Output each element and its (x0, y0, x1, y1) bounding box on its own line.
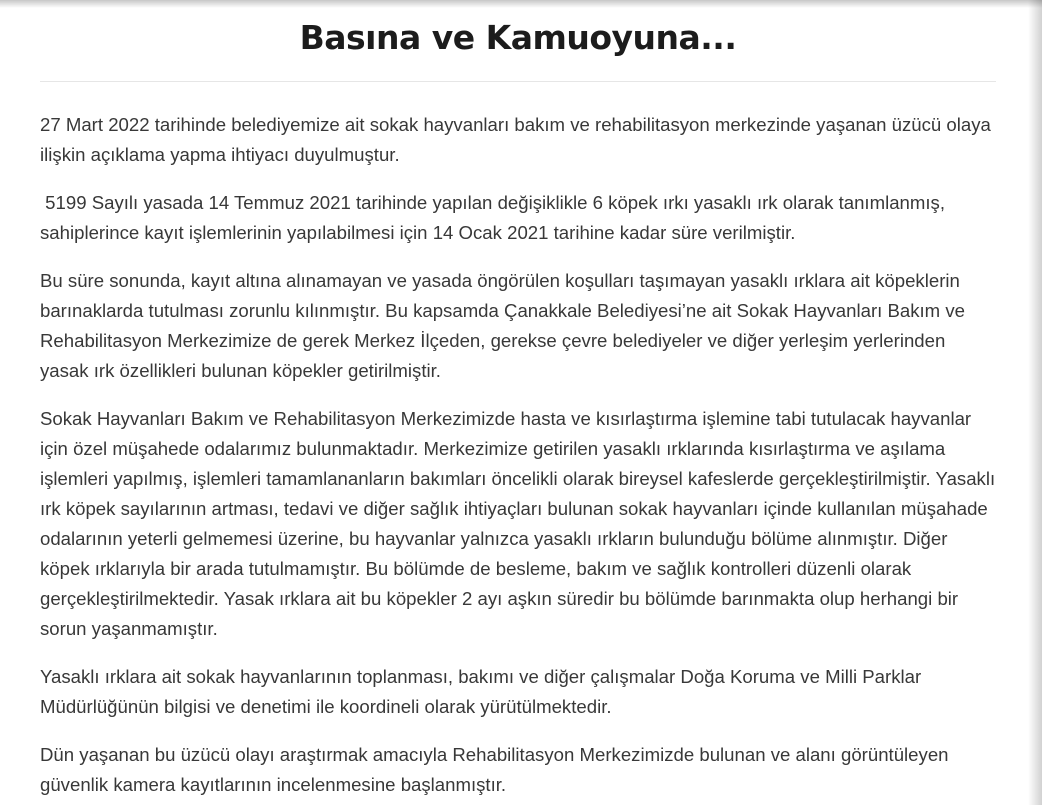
right-edge-shadow (1028, 0, 1042, 805)
paragraph-2: 5199 Sayılı yasada 14 Temmuz 2021 tarihinde yapılan değişiklikle 6 köpek ırkı yasaklı ırk olarak tanımlanmış, sahiplerince kayıt işlemlerinin yapılabilmesi için 14 Ocak 2021 tarihine kadar süre verilmiştir. (40, 192, 951, 243)
paragraph-4: Sokak Hayvanları Bakım ve Rehabilitasyon Merkezimizde hasta ve kısırlaştırma işlemine tabi tutulacak hayvanlar için özel müşahede odalarımız bulunmaktadır. Merkezimize getirilen yasaklı ırklarında kısırlaştırma ve aşılama işlemleri yapılmış, işlemleri tamamlananların bakımları öncelikli olarak bireysel kafeslerde gerçekleştirilmiştir. Yasaklı ırk köpek sayılarının artması, tedavi ve diğer sağlık ihtiyaçları bulunan sokak hayvanları içinde kullanılan müşahade odalarının yeterli gelmemesi üzerine, bu hayvanlar yalnızca yasaklı ırkların bulunduğu bölüme alınmıştır. Diğer köpek ırklarıyla bir arada tutulmamıştır. Bu bölümde de besleme, bakım ve sağlık kontrolleri düzenli olarak gerçekleştirilmektedir. Yasak ırklara ait bu köpekler 2 ayı aşkın süredir bu bölümde barınmakta olup herhangi bir sorun yaşanmamıştır. (40, 408, 996, 639)
paragraph-6: Dün yaşanan bu üzücü olayı araştırmak amacıyla Rehabilitasyon Merkezimizde bulunan ve alanı görüntüleyen güvenlik kamera kayıtlarının incelenmesine başlanmıştır. (40, 744, 949, 795)
title-divider (40, 81, 996, 82)
paragraph-1: 27 Mart 2022 tarihinde belediyemize ait sokak hayvanları bakım ve rehabilitasyon merkezinde yaşanan üzücü olaya ilişkin açıklama yapma ihtiyacı duyulmuştur. (40, 114, 997, 165)
press-release-article (40, 0, 996, 805)
paragraph-5: Yasaklı ırklara ait sokak hayvanlarının toplanması, bakımı ve diğer çalışmalar Doğa Koruma ve Milli Parklar Müdürlüğünün bilgisi ve denetimi ile koordineli olarak yürütülmektedir. (40, 666, 922, 717)
paragraph-3: Bu süre sonunda, kayıt altına alınamayan ve yasada öngörülen koşulları taşımayan yasaklı ırklara ait köpeklerin barınaklarda tutulması zorunlu kılınmıştır. Bu kapsamda Çanakkale Belediyesi’ne ait Sokak Hayvanları Bakım ve Rehabilitasyon Merkezimize de gerek Merkez İlçeden, gerekse çevre belediyeler ve diğer yerleşim yerlerinden yasak ırk özellikleri bulunan köpekler getirilmiştir. (40, 270, 965, 381)
article-body (40, 110, 996, 800)
page-title: Basına ve Kamuoyuna... (299, 18, 737, 57)
